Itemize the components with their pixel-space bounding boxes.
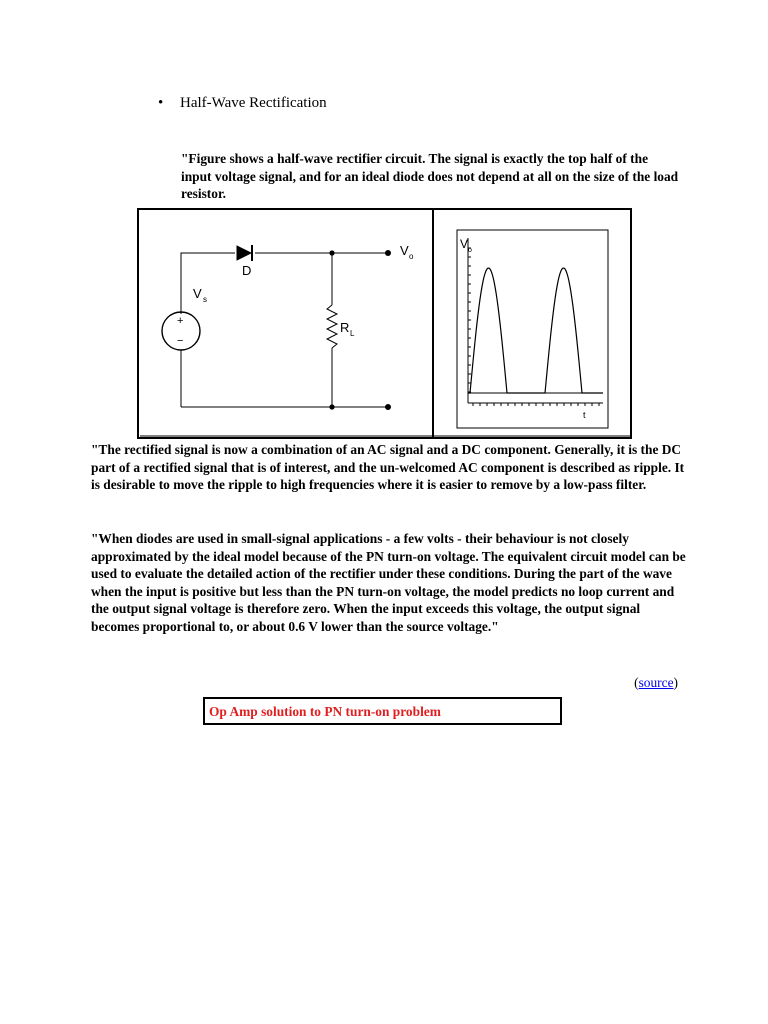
- source-label: V: [193, 286, 202, 301]
- source-citation: (source): [634, 675, 678, 690]
- output-terminal-bottom: [385, 404, 391, 410]
- bullet: •: [158, 95, 164, 111]
- plot-frame: [457, 230, 608, 428]
- figure-svg: [137, 208, 632, 439]
- junction-dot-top: [329, 250, 334, 255]
- source-link[interactable]: source: [638, 675, 674, 690]
- opamp-solution-label: Op Amp solution to PN turn-on problem: [209, 704, 441, 719]
- junction-dot-bottom: [329, 404, 334, 409]
- source-subscript: s: [203, 295, 207, 304]
- output-subscript: o: [409, 252, 414, 261]
- paragraph-intro: "Figure shows a half-wave rectifier circuit. The signal is exactly the top half of the input voltage signal, and for an ideal diode does not depend at all on the size of the load resistor.: [181, 151, 679, 202]
- output-label: V: [400, 243, 409, 258]
- section-heading: [158, 93, 327, 113]
- paragraph-small-signal: "When diodes are used in small-signal applications - a few volts - their behaviour is not closely approximated by the ideal model because of the PN turn-on voltage. The equivalent circuit model can be used to evaluate the detailed action of the rectifier under these conditions. During the part of the wave when the input is positive but less than the PN turn-on voltage, the model predicts no loop current and the output signal voltage is therefore zero. When the input exceeds this voltage, the output signal becomes proportional to, or about 0.6 V lower than the source voltage.": [91, 531, 686, 634]
- plot-x-label: t: [583, 410, 586, 420]
- plus-sign: +: [177, 315, 184, 327]
- plot-y-subscript: o: [468, 247, 472, 254]
- paragraph-ripple: "The rectified signal is now a combination of an AC signal and a DC component. Generally, it is the DC part of a rectified signal that is of interest, and the un-welcomed AC component is described as ripple. It is desirable to move the ripple to high frequencies where it is easier to remove by a low-pass filter.: [91, 442, 685, 493]
- opamp-solution-button[interactable]: [203, 697, 562, 725]
- rectifier-figure: [137, 208, 632, 439]
- output-terminal-top: [385, 250, 391, 256]
- plot-y-label: V: [460, 237, 469, 251]
- diode-label: D: [242, 263, 252, 278]
- resistor-label: R: [340, 320, 350, 335]
- section-title: Half-Wave Rectification: [180, 95, 327, 111]
- resistor-subscript: L: [350, 329, 355, 338]
- minus-sign: −: [177, 335, 184, 347]
